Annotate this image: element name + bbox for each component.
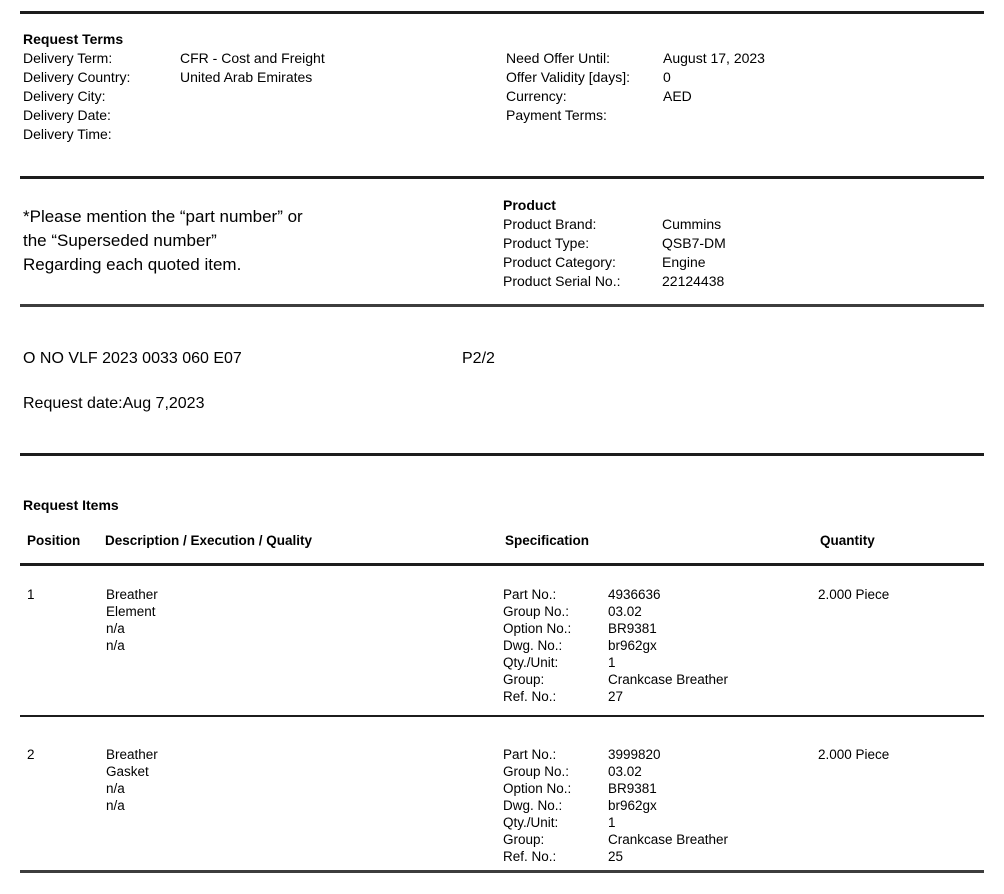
divider-top (20, 11, 984, 14)
payment-terms-row (506, 106, 765, 125)
item-2-qty-unit-row (503, 814, 728, 831)
column-header-description: Description / Execution / Quality (105, 533, 313, 548)
delivery-country-label: Delivery Country: (23, 69, 131, 85)
item-1-specification (503, 586, 728, 705)
offer-validity-value: 0 (663, 69, 671, 85)
divider-after-item-1 (20, 715, 984, 717)
item-2-group-row (503, 831, 728, 848)
item-1-dwg-no-label: Dwg. No.: (503, 638, 563, 653)
product-category-value: Engine (662, 254, 706, 270)
item-2-dwg-no-label: Dwg. No.: (503, 798, 563, 813)
delivery-term-value: CFR - Cost and Freight (180, 50, 325, 66)
note-line-1: *Please mention the “part number” or (23, 207, 303, 226)
item-1-group-label: Group: (503, 672, 545, 687)
item-1-description-line-2: n/a (106, 621, 125, 636)
item-2-part-no-label: Part No.: (503, 747, 557, 762)
item-2-group-no-value: 03.02 (608, 764, 642, 779)
product-brand-value: Cummins (662, 216, 722, 232)
item-2-dwg-no-row (503, 797, 728, 814)
item-1-group-value: Crankcase Breather (608, 672, 729, 687)
item-1-group-row (503, 671, 728, 688)
product-serial-label: Product Serial No.: (503, 273, 621, 289)
item-2-dwg-no-value: br962gx (608, 798, 657, 813)
item-2-group-no-row (503, 763, 728, 780)
divider-after-order (20, 453, 984, 456)
item-1-ref-no-row (503, 688, 728, 705)
currency-label: Currency: (506, 88, 567, 104)
product-brand-row (503, 215, 726, 234)
product-title: Product (503, 197, 556, 213)
column-header-specification: Specification (505, 533, 590, 548)
offer-terms-section (506, 49, 765, 125)
divider-after-terms (20, 176, 984, 179)
item-2-position: 2 (27, 747, 35, 762)
need-offer-until-value: August 17, 2023 (663, 50, 765, 66)
delivery-date-label: Delivery Date: (23, 107, 111, 123)
request-terms-title: Request Terms (23, 31, 124, 47)
need-offer-until-label: Need Offer Until: (506, 50, 611, 66)
item-2-ref-no-value: 25 (608, 849, 624, 864)
item-2-quantity: 2.000 Piece (818, 747, 890, 762)
delivery-country-row (23, 68, 325, 87)
item-1-part-no-value: 4936636 (608, 587, 661, 602)
item-1-group-no-value: 03.02 (608, 604, 642, 619)
item-1-description (106, 586, 158, 654)
item-1-description-name: Breather Element (106, 587, 158, 619)
part-number-note (23, 205, 303, 277)
note-line-3: Regarding each quoted item. (23, 255, 242, 274)
item-2-group-value: Crankcase Breather (608, 832, 729, 847)
item-2-ref-no-row (503, 848, 728, 865)
item-2-group-label: Group: (503, 832, 545, 847)
product-category-row (503, 253, 726, 272)
delivery-time-row (23, 125, 325, 144)
item-1-option-no-value: BR9381 (608, 621, 657, 636)
delivery-term-label: Delivery Term: (23, 50, 113, 66)
divider-after-item-2 (20, 870, 984, 873)
note-line-2: the “Superseded number” (23, 231, 217, 250)
request-date: Request date:Aug 7,2023 (23, 395, 205, 412)
currency-row (506, 87, 765, 106)
item-1-ref-no-value: 27 (608, 689, 624, 704)
product-serial-value: 22124438 (662, 273, 725, 289)
divider-table-header (20, 563, 984, 566)
product-section (503, 196, 726, 291)
item-1-ref-no-label: Ref. No.: (503, 689, 557, 704)
item-1-group-no-row (503, 603, 728, 620)
item-1-part-no-row (503, 586, 728, 603)
request-items-title: Request Items (23, 497, 119, 513)
item-1-qty-unit-label: Qty./Unit: (503, 655, 559, 670)
delivery-city-row (23, 87, 325, 106)
delivery-city-label: Delivery City: (23, 88, 106, 104)
item-1-qty-unit-value: 1 (608, 655, 616, 670)
offer-validity-label: Offer Validity [days]: (506, 69, 630, 85)
divider-after-product (20, 304, 984, 307)
item-2-description-name: Breather Gasket (106, 747, 158, 779)
item-2-description (106, 746, 158, 814)
delivery-term-row (23, 49, 325, 68)
product-type-label: Product Type: (503, 235, 590, 251)
item-1-dwg-no-value: br962gx (608, 638, 657, 653)
request-terms-section (23, 30, 325, 144)
item-1-option-no-row (503, 620, 728, 637)
delivery-time-label: Delivery Time: (23, 126, 112, 142)
order-number: O NO VLF 2023 0033 060 E07 (23, 350, 242, 367)
product-type-value: QSB7-DM (662, 235, 726, 251)
item-2-part-no-row (503, 746, 728, 763)
item-2-option-no-value: BR9381 (608, 781, 657, 796)
item-1-option-no-label: Option No.: (503, 621, 572, 636)
product-brand-label: Product Brand: (503, 216, 597, 232)
item-2-part-no-value: 3999820 (608, 747, 661, 762)
column-header-position: Position (27, 533, 81, 548)
item-1-part-no-label: Part No.: (503, 587, 557, 602)
item-2-qty-unit-value: 1 (608, 815, 616, 830)
item-2-option-no-label: Option No.: (503, 781, 572, 796)
column-header-quantity: Quantity (820, 533, 875, 548)
page-indicator: P2/2 (462, 350, 495, 367)
delivery-country-value: United Arab Emirates (180, 69, 313, 85)
product-category-label: Product Category: (503, 254, 616, 270)
item-2-ref-no-label: Ref. No.: (503, 849, 557, 864)
offer-validity-row (506, 68, 765, 87)
item-2-specification (503, 746, 728, 865)
item-2-option-no-row (503, 780, 728, 797)
item-1-group-no-label: Group No.: (503, 604, 570, 619)
item-2-qty-unit-label: Qty./Unit: (503, 815, 559, 830)
payment-terms-label: Payment Terms: (506, 107, 607, 123)
product-serial-row (503, 272, 726, 291)
currency-value: AED (663, 88, 692, 104)
item-1-quantity: 2.000 Piece (818, 587, 890, 602)
need-offer-until-row (506, 49, 765, 68)
item-1-qty-unit-row (503, 654, 728, 671)
product-type-row (503, 234, 726, 253)
item-2-description-line-3: n/a (106, 798, 125, 813)
item-1-dwg-no-row (503, 637, 728, 654)
delivery-date-row (23, 106, 325, 125)
item-1-description-line-3: n/a (106, 638, 125, 653)
item-2-group-no-label: Group No.: (503, 764, 570, 779)
item-1-position: 1 (27, 587, 35, 602)
item-2-description-line-2: n/a (106, 781, 125, 796)
